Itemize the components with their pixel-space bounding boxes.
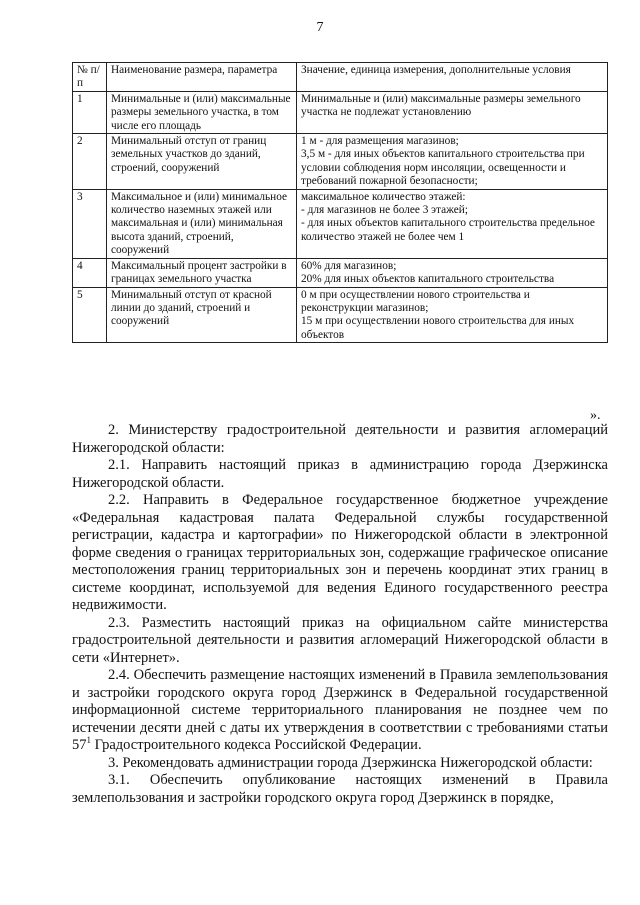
table-row: [73, 134, 608, 190]
row-num: 4: [73, 258, 107, 287]
row-num: 3: [73, 189, 107, 258]
paragraph-2-2: 2.2. Направить в Федеральное государственное бюджетное учреждение «Федеральная кадастровая палата Федеральной службы государственной регистрации, кадастра и картографии» по Нижегородской области в электронной форме сведения о границах территориальных зон, содержащие графическое описание местоположения границ территориальных зон и перечень координат этих границ в системе координат, используемой для ведения Единого государственного реестра недвижимости.: [72, 492, 608, 613]
table-row: [73, 189, 608, 258]
paragraph-2-1: 2.1. Направить настоящий приказ в администрацию города Дзержинска Нижегородской области.: [72, 457, 608, 491]
paragraph-2-4-text: 2.4. Обеспечить размещение настоящих изменений в Правила землепользования и застройки городского округа город Дзержинск в Федеральной государственной информационной системе территориального планирования не позднее чем по истечении десяти дней с даты их утверждения в соответствии с требованиями статьи 57: [72, 667, 608, 753]
table-row: [73, 91, 608, 133]
paragraph-2-3: 2.3. Разместить настоящий приказ на официальном сайте министерства градостроительной деятельности и развития агломераций Нижегородской области в сети «Интернет».: [72, 614, 608, 666]
row-value: [297, 134, 608, 190]
paragraph-2-4-tail: Градостроительного кодекса Российской Федерации.: [91, 737, 422, 753]
table-row: [73, 287, 608, 343]
table-row: [73, 258, 608, 287]
row-value-line: 3,5 м - для иных объектов капитального строительства при условии соблюдения норм инсоляции, освещенности и требований пожарной безопасности;: [301, 148, 585, 188]
document-body: [72, 422, 608, 807]
row-num: 2: [73, 134, 107, 190]
header-name: Наименование размера, параметра: [107, 63, 297, 92]
row-name: Максимальное и (или) минимальное количество наземных этажей или максимальная и (или) минимальная высота зданий, строений, сооружений: [107, 189, 297, 258]
row-value-line: - для иных объектов капитального строительства предельное количество этажей не более чем 1: [301, 217, 595, 243]
paragraph-3-1: 3.1. Обеспечить опубликование настоящих изменений в Правила землепользования и застройки городского округа город Дзержинск в порядке,: [72, 772, 608, 806]
paragraph-2: 2. Министерству градостроительной деятельности и развития агломераций Нижегородской области:: [72, 422, 608, 456]
row-value-line: максимальное количество этажей:: [301, 190, 466, 203]
row-value-line: 60% для магазинов;: [301, 259, 397, 272]
header-value: Значение, единица измерения, дополнительные условия: [297, 63, 608, 92]
article-superscript: 1: [86, 735, 91, 746]
row-value: [297, 91, 608, 133]
row-value: [297, 258, 608, 287]
row-num: 5: [73, 287, 107, 343]
paragraph-3: 3. Рекомендовать администрации города Дзержинска Нижегородской области:: [108, 754, 593, 771]
table-header-row: [73, 63, 608, 92]
row-num: 1: [73, 91, 107, 133]
row-value-line: Минимальные и (или) максимальные размеры земельного участка не подлежат установлению: [301, 92, 581, 119]
row-name: Минимальный отступ от границ земельных участков до зданий, строений, сооружений: [107, 134, 297, 190]
row-value-line: 15 м при осуществлении нового строительства для иных объектов: [301, 315, 575, 341]
row-value-line: 0 м при осуществлении нового строительства и реконструкции магазинов;: [301, 288, 530, 314]
row-name: Минимальный отступ от красной линии до зданий, строений и сооружений: [107, 287, 297, 343]
page-number: 7: [316, 20, 324, 35]
row-value-line: 1 м - для размещения магазинов;: [301, 135, 459, 148]
paragraph-2-4: [72, 667, 608, 755]
closing-quote: ».: [590, 408, 601, 423]
header-num: № п/п: [73, 63, 107, 92]
row-value-line: 20% для иных объектов капитального строительства: [301, 273, 555, 286]
row-value: [297, 189, 608, 258]
parameters-table: [72, 62, 608, 343]
row-value-line: - для магазинов не более 3 этажей;: [301, 204, 468, 217]
row-value: [297, 287, 608, 343]
row-name: Минимальные и (или) максимальные размеры земельного участка, в том числе его площадь: [107, 91, 297, 133]
row-name: Максимальный процент застройки в границах земельного участка: [107, 258, 297, 287]
